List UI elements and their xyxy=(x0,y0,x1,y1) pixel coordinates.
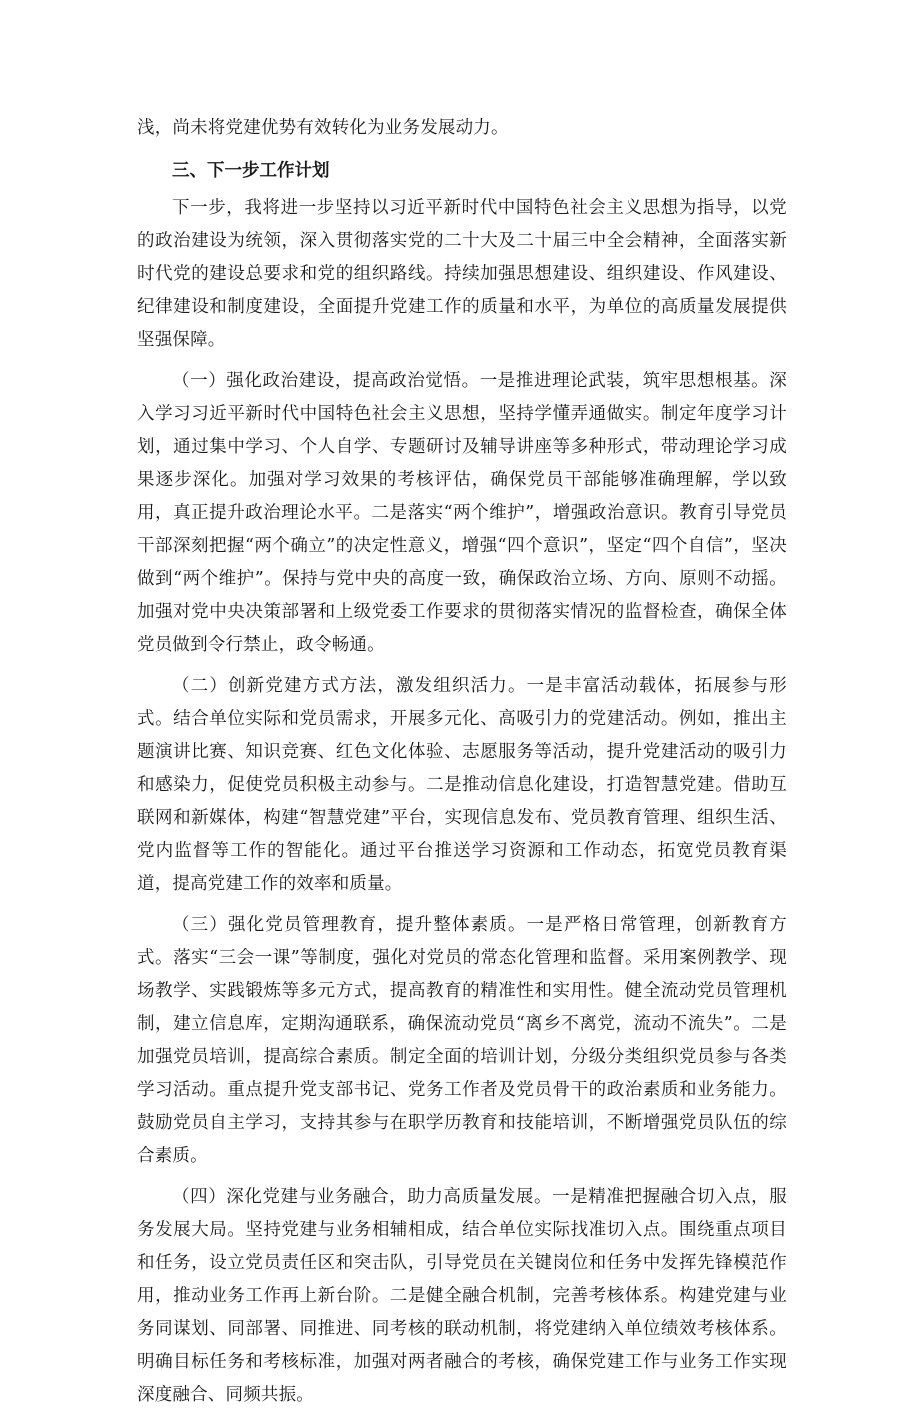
continuation-paragraph: 浅，尚未将党建优势有效转化为业务发展动力。 xyxy=(137,118,509,138)
intro-paragraph: 下一步，我将进一步坚持以习近平新时代中国特色社会主义思想为指导，以党的政治建设为统领，深入贯彻落实党的二十大及二十届三中全会精神，全面落实新时代党的建设总要求和党的组织路线。持续加强思想建设、组织建设、作风建设、纪律建设和制度建设，全面提升党建工作的质量和水平，为单位的高质量发展提供坚强保障。 xyxy=(137,198,787,350)
paragraph-item-1: （一）强化政治建设，提高政治觉悟。一是推进理论武装，筑牢思想根基。深入学习习近平新时代中国特色社会主义思想，坚持学懂弄通做实。制定年度学习计划，通过集中学习、个人自学、专题研讨及辅导讲座等多种形式，带动理论学习成果逐步深化。加强对学习效果的考核评估，确保党员干部能够准确理解，学以致用，真正提升政治理论水平。二是落实“两个维护”，增强政治意识。教育引导党员干部深刻把握“两个确立”的决定性意义，增强“四个意识”，坚定“四个自信”，坚决做到“两个维护”。保持与党中央的高度一致，确保政治立场、方向、原则不动摇。加强对党中央决策部署和上级党委工作要求的贯彻落实情况的监督检查，确保全体党员做到令行禁止，政令畅通。 xyxy=(137,371,787,655)
paragraph-item-3: （三）强化党员管理教育，提升整体素质。一是严格日常管理，创新教育方式。落实“三会一课”等制度，强化对党员的常态化管理和监督。采用案例教学、现场教学、实践锻炼等多元方式，提高教育的精准性和实用性。健全流动党员管理机制，建立信息库，定期沟通联系，确保流动党员“离乡不离党，流动不流失”。二是加强党员培训，提高综合素质。制定全面的培训计划，分级分类组织党员参与各类学习活动。重点提升党支部书记、党务工作者及党员骨干的政治素质和业务能力。鼓励党员自主学习，支持其参与在职学历教育和技能培训，不断增强党员队伍的综合素质。 xyxy=(137,915,787,1166)
document-body xyxy=(137,112,787,1412)
paragraph-item-2: （二）创新党建方式方法，激发组织活力。一是丰富活动载体，拓展参与形式。结合单位实际和党员需求，开展多元化、高吸引力的党建活动。例如，推出主题演讲比赛、知识竞赛、红色文化体验、志愿服务等活动，提升党建活动的吸引力和感染力，促使党员积极主动参与。二是推动信息化建设，打造智慧党建。借助互联网和新媒体，构建“智慧党建”平台，实现信息发布、党员教育管理、组织生活、党内监督等工作的智能化。通过平台推送学习资源和工作动态，拓宽党员教育渠道，提高党建工作的效率和质量。 xyxy=(137,676,787,894)
paragraph-item-4: （四）深化党建与业务融合，助力高质量发展。一是精准把握融合切入点，服务发展大局。坚持党建与业务相辅相成，结合单位实际找准切入点。围绕重点项目和任务，设立党员责任区和突击队，引导党员在关键岗位和任务中发挥先锋模范作用，推动业务工作再上新台阶。二是健全融合机制，完善考核体系。构建党建与业务同谋划、同部署、同推进、同考核的联动机制，将党建纳入单位绩效考核体系。明确目标任务和考核标准，加强对两者融合的考核，确保党建工作与业务工作实现深度融合、同频共振。 xyxy=(137,1187,787,1405)
section-heading: 三、下一步工作计划 xyxy=(172,161,330,181)
